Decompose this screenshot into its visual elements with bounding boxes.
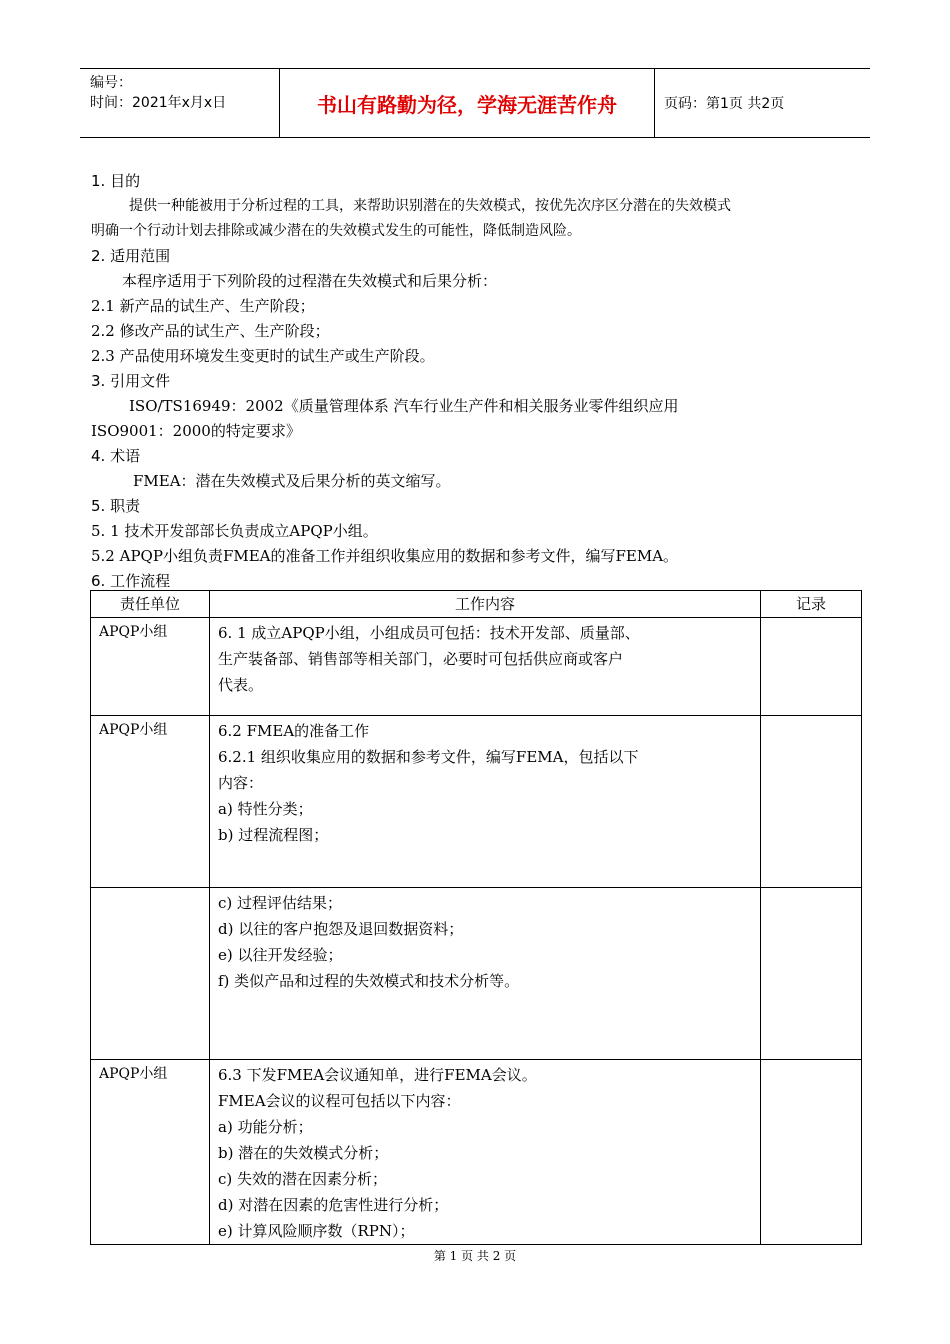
content-line: a) 功能分析；	[218, 1118, 313, 1136]
page-info: 页码：第1页 共2页	[664, 96, 785, 112]
table-row	[91, 618, 862, 716]
record-cell	[761, 716, 862, 888]
section-3-text-1: ISO/TS16949：2002《质量管理体系 汽车行业生产件和相关服务业零件组织应用	[129, 397, 679, 415]
header-unit: 责任单位	[91, 591, 210, 618]
section-6-title: 6. 工作流程	[91, 572, 171, 590]
section-4-title: 4. 术语	[91, 447, 141, 465]
content-cell	[210, 618, 761, 716]
page-footer: 第 1 页 共 2 页	[433, 1249, 517, 1263]
section-2-title: 2. 适用范围	[91, 247, 171, 265]
section-4-text: FMEA：潜在失效模式及后果分析的英文缩写。	[133, 472, 451, 490]
table-row	[91, 716, 862, 888]
content-line: 6.2 FMEA的准备工作	[218, 722, 370, 740]
content-line: 6. 1 成立APQP小组，小组成员可包括：技术开发部、质量部、	[218, 624, 640, 642]
content-line: c) 过程评估结果；	[218, 894, 343, 912]
content-line: 6.3 下发FMEA会议通知单，进行FEMA会议。	[218, 1066, 537, 1084]
motto: 书山有路勤为径，学海无涯苦作舟	[317, 92, 617, 117]
content-line: e) 以往开发经验；	[218, 946, 343, 964]
unit-cell	[91, 888, 210, 1060]
header-record: 记录	[761, 591, 862, 618]
unit-cell: APQP小组	[91, 716, 210, 888]
header-meta	[80, 69, 280, 137]
content-cell	[210, 888, 761, 1060]
section-1-text-1: 提供一种能被用于分析过程的工具，来帮助识别潜在的失效模式，按优先次序区分潜在的失效模式	[129, 198, 731, 214]
content-line: a) 特性分类；	[218, 800, 313, 818]
content-line: 内容：	[218, 774, 264, 792]
section-3-text-2: ISO9001：2000的特定要求》	[91, 422, 301, 440]
content-cell	[210, 716, 761, 888]
table-header-row	[91, 591, 862, 618]
unit-cell: APQP小组	[91, 618, 210, 716]
table-row	[91, 888, 862, 1060]
section-3-title: 3. 引用文件	[91, 372, 171, 390]
section-2-item-1: 2.1 新产品的试生产、生产阶段；	[91, 297, 315, 315]
content-line: f) 类似产品和过程的失效模式和技术分析等。	[218, 972, 520, 990]
content-line: c) 失效的潜在因素分析；	[218, 1170, 388, 1188]
record-cell	[761, 888, 862, 1060]
content-line: b) 过程流程图；	[218, 826, 329, 844]
number-label: 编号：	[90, 75, 132, 91]
section-5-item-2: 5.2 APQP小组负责FMEA的准备工作并组织收集应用的数据和参考文件，编写FEMA。	[91, 547, 679, 565]
section-2-item-2: 2.2 修改产品的试生产、生产阶段；	[91, 322, 330, 340]
content-line: 6.2.1 组织收集应用的数据和参考文件，编写FEMA，包括以下	[218, 748, 639, 766]
section-1-text-2: 明确一个行动计划去排除或减少潜在的失效模式发生的可能性，降低制造风险。	[91, 223, 581, 239]
workflow-table	[90, 590, 862, 1245]
record-cell	[761, 618, 862, 716]
table-row	[91, 1060, 862, 1245]
content-cell	[210, 1060, 761, 1245]
header-content: 工作内容	[210, 591, 761, 618]
content-line: d) 对潜在因素的危害性进行分析；	[218, 1196, 449, 1214]
content-line: 生产装备部、销售部等相关部门，必要时可包括供应商或客户	[218, 650, 624, 668]
unit-cell: APQP小组	[91, 1060, 210, 1245]
header-table	[80, 68, 870, 138]
section-1-title: 1. 目的	[91, 172, 141, 190]
content-line: 代表。	[218, 676, 264, 694]
section-2-text: 本程序适用于下列阶段的过程潜在失效模式和后果分析：	[122, 272, 498, 290]
record-cell	[761, 1060, 862, 1245]
header-motto-cell	[280, 69, 655, 137]
content-line: FMEA会议的议程可包括以下内容：	[218, 1092, 461, 1110]
section-5-item-1: 5. 1 技术开发部部长负责成立APQP小组。	[91, 522, 378, 540]
content-line: b) 潜在的失效模式分析；	[218, 1144, 389, 1162]
section-5-title: 5. 职责	[91, 497, 141, 515]
date-label: 时间：2021年x月x日	[90, 95, 227, 111]
content-line: e) 计算风险顺序数（RPN）；	[218, 1222, 415, 1240]
section-2-item-3: 2.3 产品使用环境发生变更时的试生产或生产阶段。	[91, 347, 435, 365]
content-line: d) 以往的客户抱怨及退回数据资料；	[218, 920, 464, 938]
